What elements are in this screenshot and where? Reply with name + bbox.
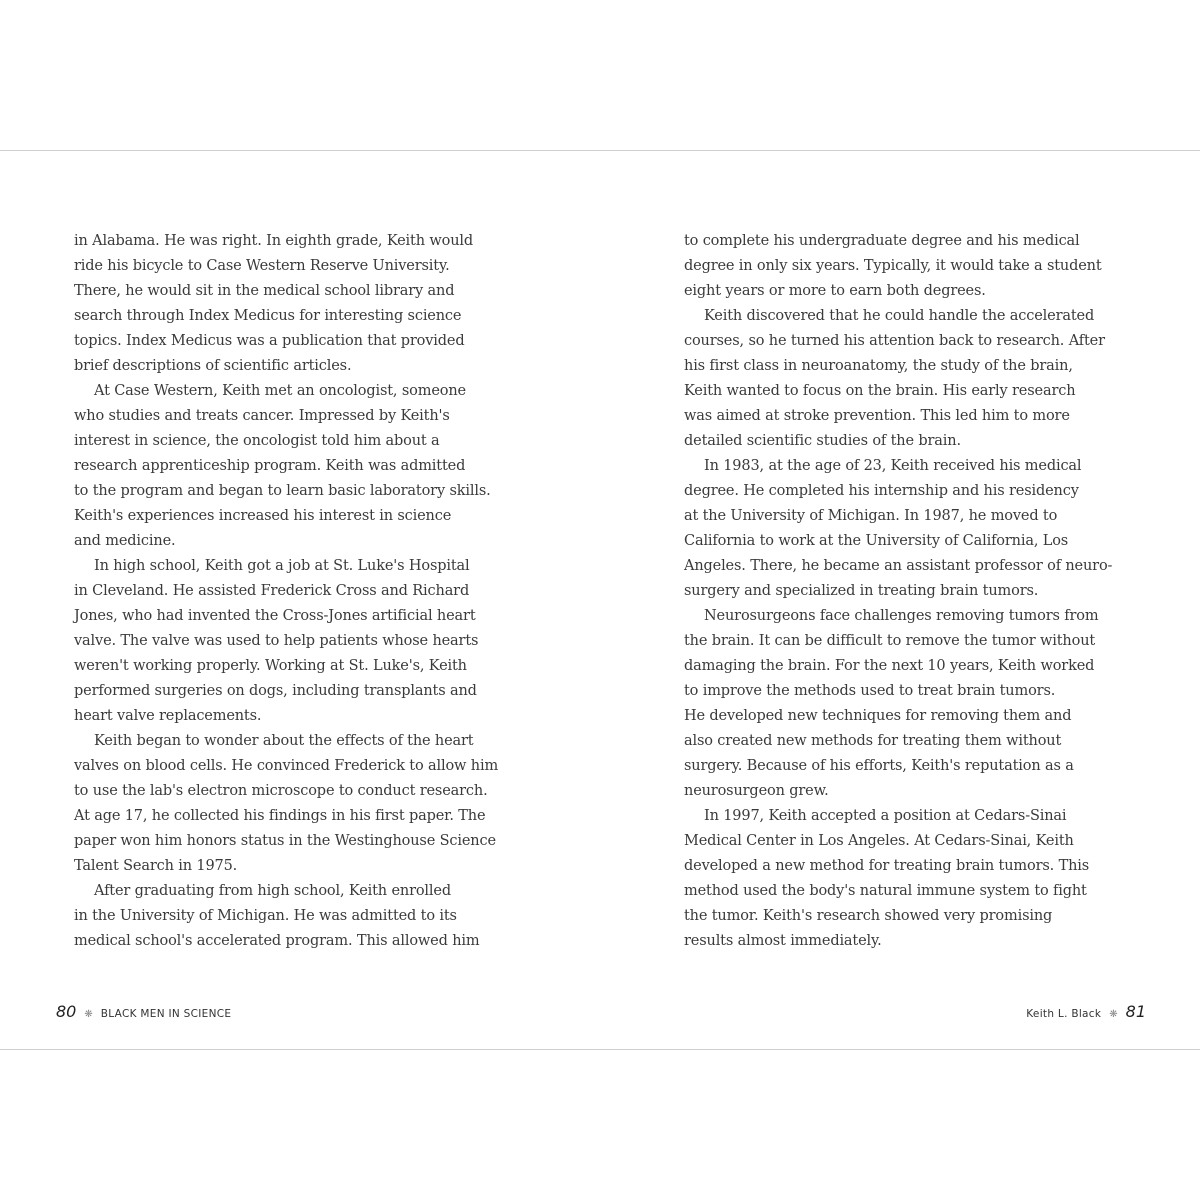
text-line: and medicine.	[74, 533, 176, 549]
text-line: at the University of Michigan. In 1987, he moved to	[684, 508, 1058, 524]
text-line: Neurosurgeons face challenges removing tumors from	[704, 608, 1099, 624]
text-line: weren't working properly. Working at St. Luke's, Keith	[74, 658, 467, 674]
text-line: to the program and began to learn basic laboratory skills.	[74, 483, 491, 499]
text-line: eight years or more to earn both degrees.	[684, 283, 986, 299]
text-line: topics. Index Medicus was a publication that provided	[74, 333, 465, 349]
text-line: At Case Western, Keith met an oncologist, someone	[94, 383, 466, 399]
right-page-text	[684, 229, 1144, 954]
flower-ornament-icon: ❋	[1109, 1009, 1118, 1020]
text-line: in Alabama. He was right. In eighth grade, Keith would	[74, 233, 474, 249]
text-line: There, he would sit in the medical school library and	[74, 283, 455, 299]
text-line: damaging the brain. For the next 10 years, Keith worked	[684, 658, 1095, 674]
text-line: paper won him honors status in the Westinghouse Science	[74, 833, 496, 849]
text-line: was aimed at stroke prevention. This led him to more	[684, 408, 1070, 424]
text-line: Keith began to wonder about the effects of the heart	[94, 733, 474, 749]
text-line: interest in science, the oncologist told him about a	[74, 433, 440, 449]
text-line: medical school's accelerated program. This allowed him	[74, 933, 480, 949]
text-line: developed a new method for treating brain tumors. This	[684, 858, 1090, 874]
text-line: heart valve replacements.	[74, 708, 262, 724]
text-line: search through Index Medicus for interesting science	[74, 308, 462, 324]
text-line: brief descriptions of scientific articles.	[74, 358, 352, 374]
text-line: valve. The valve was used to help patients whose hearts	[74, 633, 479, 649]
text-line: Jones, who had invented the Cross-Jones artificial heart	[74, 608, 476, 624]
text-line: surgery. Because of his efforts, Keith's reputation as a	[684, 758, 1074, 774]
text-line: courses, so he turned his attention back to research. After	[684, 333, 1105, 349]
text-line: In 1983, at the age of 23, Keith received his medical	[704, 458, 1082, 474]
page-number: 80	[56, 1002, 77, 1021]
running-head: Keith L. Black	[1026, 1008, 1102, 1020]
text-line: performed surgeries on dogs, including transplants and	[74, 683, 477, 699]
text-line: to improve the methods used to treat brain tumors.	[684, 683, 1056, 699]
text-line: in Cleveland. He assisted Frederick Cross and Richard	[74, 583, 470, 599]
text-line: who studies and treats cancer. Impressed by Keith's	[74, 408, 450, 424]
text-line: degree. He completed his internship and his residency	[684, 483, 1079, 499]
text-line: to use the lab's electron microscope to conduct research.	[74, 783, 488, 799]
book-spread	[0, 150, 1200, 1050]
text-line: ride his bicycle to Case Western Reserve University.	[74, 258, 450, 274]
text-line: California to work at the University of California, Los	[684, 533, 1069, 549]
text-line: in the University of Michigan. He was admitted to its	[74, 908, 457, 924]
right-page-footer	[1026, 1003, 1146, 1021]
text-line: Talent Search in 1975.	[74, 858, 238, 874]
flower-ornament-icon: ❋	[84, 1009, 93, 1020]
text-line: the brain. It can be difficult to remove the tumor without	[684, 633, 1096, 649]
page-number: 81	[1125, 1002, 1146, 1021]
text-line: In high school, Keith got a job at St. Luke's Hospital	[94, 558, 470, 574]
text-line: his first class in neuroanatomy, the study of the brain,	[684, 358, 1073, 374]
text-line: neurosurgeon grew.	[684, 783, 829, 799]
text-line: After graduating from high school, Keith enrolled	[94, 883, 451, 899]
text-line: surgery and specialized in treating brain tumors.	[684, 583, 1039, 599]
text-line: Keith's experiences increased his interest in science	[74, 508, 452, 524]
left-page-text	[74, 229, 534, 954]
text-line: Angeles. There, he became an assistant professor of neuro-	[684, 558, 1113, 574]
text-line: also created new methods for treating them without	[684, 733, 1062, 749]
text-line: In 1997, Keith accepted a position at Cedars-Sinai	[704, 808, 1067, 824]
left-page-footer	[56, 1003, 231, 1021]
text-line: Keith wanted to focus on the brain. His early research	[684, 383, 1076, 399]
text-line: the tumor. Keith's research showed very promising	[684, 908, 1053, 924]
text-line: degree in only six years. Typically, it would take a student	[684, 258, 1102, 274]
text-line: to complete his undergraduate degree and his medical	[684, 233, 1080, 249]
text-line: valves on blood cells. He convinced Frederick to allow him	[74, 758, 499, 774]
text-line: detailed scientific studies of the brain.	[684, 433, 961, 449]
text-line: Keith discovered that he could handle the accelerated	[704, 308, 1095, 324]
text-line: Medical Center in Los Angeles. At Cedars-Sinai, Keith	[684, 833, 1074, 849]
text-line: results almost immediately.	[684, 933, 882, 949]
text-line: At age 17, he collected his findings in his first paper. The	[74, 808, 486, 824]
text-line: He developed new techniques for removing them and	[684, 708, 1072, 724]
running-head: BLACK MEN IN SCIENCE	[100, 1008, 232, 1020]
text-line: research apprenticeship program. Keith was admitted	[74, 458, 466, 474]
text-line: method used the body's natural immune system to fight	[684, 883, 1087, 899]
